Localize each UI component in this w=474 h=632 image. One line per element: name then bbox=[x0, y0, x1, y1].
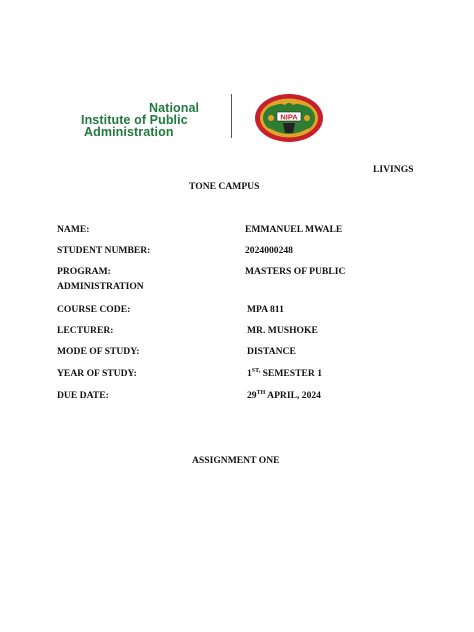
mode-of-study-label: MODE OF STUDY: bbox=[57, 346, 140, 357]
year-of-study-value: $1^{ST,}$ SEMESTER 1 bbox=[247, 367, 323, 379]
due-date-value: 29TH APRIL, 2024 bbox=[247, 389, 321, 401]
institute-name-line3: Administration bbox=[84, 125, 174, 139]
student-number-label: STUDENT NUMBER: bbox=[57, 245, 151, 256]
institute-name-line2: Institute of Public bbox=[81, 113, 188, 127]
name-label: NAME: bbox=[57, 224, 90, 235]
logo-divider bbox=[231, 94, 232, 138]
program-value-line1: MASTERS OF PUBLIC bbox=[245, 266, 346, 277]
name-value: EMMANUEL MWALE bbox=[245, 224, 343, 235]
nipa-emblem-icon bbox=[253, 93, 325, 143]
lecturer-value: MR. MUSHOKE bbox=[247, 325, 318, 336]
student-number-value: 2024000248 bbox=[245, 245, 293, 256]
assignment-title: ASSIGNMENT ONE bbox=[192, 455, 280, 466]
campus-line2: TONE CAMPUS bbox=[189, 181, 260, 192]
course-code-label: COURSE CODE: bbox=[57, 304, 131, 315]
institute-name bbox=[81, 102, 199, 138]
course-code-value: MPA 811 bbox=[247, 304, 284, 315]
lecturer-label: LECTURER: bbox=[57, 325, 114, 336]
year-of-study-label: YEAR OF STUDY: bbox=[57, 368, 137, 379]
campus-line1: LIVINGS bbox=[373, 164, 414, 175]
institute-name-line1: National bbox=[149, 101, 200, 115]
mode-of-study-value: DISTANCE bbox=[247, 346, 296, 357]
emblem-text: NIPA bbox=[280, 112, 298, 122]
program-value-line2: ADMINISTRATION bbox=[57, 281, 144, 292]
program-label: PROGRAM: bbox=[57, 266, 111, 277]
due-date-label: DUE DATE: bbox=[57, 390, 109, 401]
